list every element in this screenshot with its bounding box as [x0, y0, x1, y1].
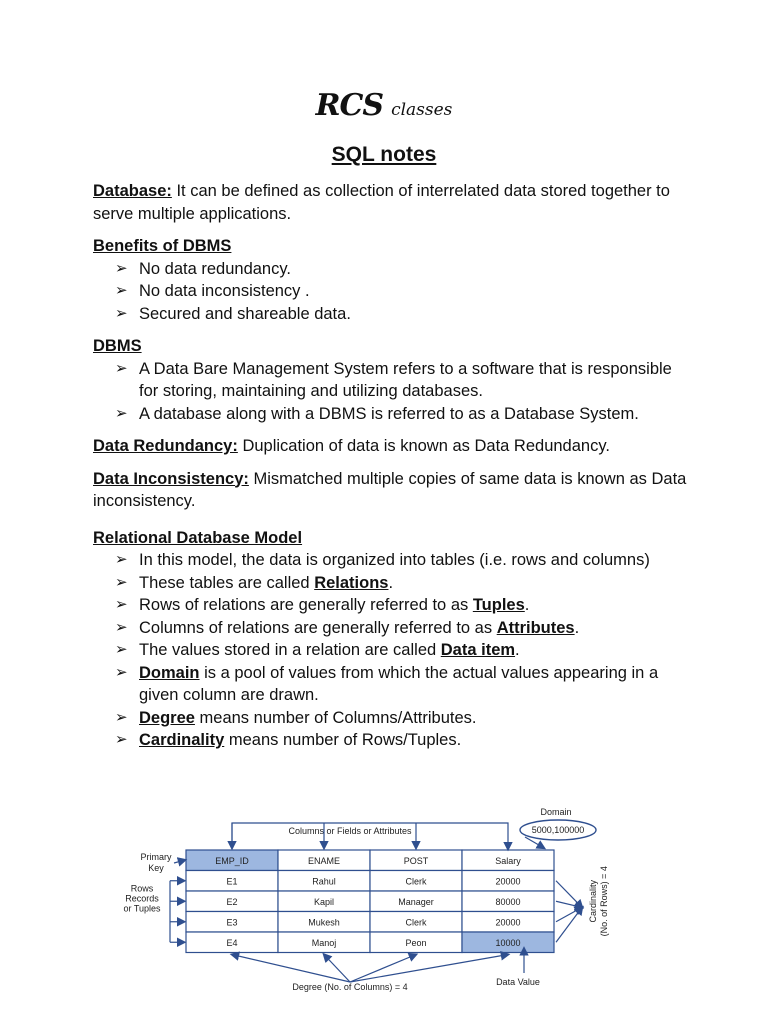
- term-relations: Relations: [314, 573, 389, 592]
- inconsistency-definition: [93, 468, 693, 513]
- notes-body: [93, 180, 693, 762]
- list-item-text: Rows of relations are generally referred to as: [139, 596, 473, 614]
- cardinality-arrow: [556, 907, 582, 942]
- column-header: EMP_ID: [215, 856, 249, 866]
- list-item-text: No data inconsistency .: [139, 282, 310, 300]
- arrow-bullet-icon: ➢: [115, 282, 128, 299]
- cell-value: Mukesh: [308, 917, 340, 928]
- brand-subtitle: classes: [391, 100, 453, 120]
- cell-value: Clerk: [405, 917, 427, 928]
- redundancy-term: Data Redundancy:: [93, 437, 238, 455]
- domain-value: 5000,100000: [531, 825, 585, 835]
- list-item-text: is a pool of values from which the actual values appearing in a given column are drawn.: [139, 663, 659, 704]
- list-item-text: .: [388, 573, 394, 592]
- column-header: ENAME: [307, 856, 341, 866]
- term-cardinality: Cardinality: [139, 731, 225, 749]
- list-item-text: Columns of relations are generally referred to as: [139, 618, 497, 637]
- cardinality-label: Cardinality: [588, 879, 598, 923]
- redundancy-definition: [93, 435, 693, 458]
- list-item: [115, 617, 693, 640]
- columns-label: Columns or Fields or Attributes: [288, 826, 412, 836]
- list-item-text: means number of Columns/Attributes.: [194, 708, 477, 727]
- list-item-text: means number of Rows/Tuples.: [224, 731, 462, 749]
- brand-header: [0, 88, 768, 123]
- cell-value: 20000: [495, 876, 521, 887]
- list-item: [115, 662, 693, 707]
- primary-key-arrow: [174, 860, 185, 863]
- dbms-heading: DBMS: [93, 337, 142, 355]
- inconsistency-text: Mismatched multiple copies of same data is known as Data inconsistency.: [93, 469, 687, 510]
- cardinality-arrow: [556, 907, 582, 921]
- term-degree: Degree: [139, 708, 195, 727]
- cell-value: E2: [226, 897, 238, 907]
- arrow-bullet-icon: ➢: [115, 304, 128, 322]
- list-item: [115, 707, 693, 730]
- cardinality-arrow: [556, 901, 582, 907]
- page-title: SQL notes: [331, 143, 437, 166]
- relational-list: [93, 549, 693, 752]
- arrow-bullet-icon: ➢: [115, 404, 128, 422]
- list-item-text: A Data Bare Management System refers to a software that is responsible for storing, maintaining and utilizing databases.: [139, 359, 672, 400]
- list-item-text: .: [524, 596, 530, 614]
- arrow-bullet-icon: ➢: [115, 573, 128, 591]
- arrow-bullet-icon: ➢: [115, 359, 128, 377]
- rows-label: Rows: [130, 883, 154, 894]
- term-attributes: Attributes: [496, 618, 575, 637]
- primary-key-label: Primary: [140, 852, 172, 862]
- arrow-bullet-icon: ➢: [115, 663, 128, 681]
- term-data-item: Data item: [440, 641, 516, 659]
- list-item: [115, 639, 693, 662]
- cell-value: Manager: [398, 897, 434, 907]
- cell-value: 20000: [495, 917, 521, 928]
- list-item-text: .: [515, 641, 520, 659]
- list-item-text: These tables are called: [139, 573, 315, 592]
- cell-value: Rahul: [312, 876, 336, 887]
- term-tuples: Tuples: [472, 596, 525, 614]
- list-item: [115, 594, 693, 617]
- arrow-bullet-icon: ➢: [115, 618, 128, 636]
- list-item: [115, 729, 693, 752]
- degree-arrow: [350, 955, 508, 983]
- list-item: [115, 358, 693, 403]
- inconsistency-term: Data Inconsistency:: [93, 469, 249, 488]
- list-item: [115, 280, 693, 303]
- cell-value: Manoj: [311, 938, 337, 948]
- arrow-bullet-icon: ➢: [115, 731, 128, 748]
- list-item-text: A database along with a DBMS is referred to as a Database System.: [139, 404, 639, 423]
- cell-value: E4: [226, 938, 238, 948]
- database-definition: [93, 180, 693, 225]
- brand-logo: RCS: [315, 88, 384, 123]
- arrow-bullet-icon: ➢: [115, 596, 128, 613]
- cell-value: 10000: [495, 938, 521, 948]
- rows-label: or Tuples: [123, 903, 161, 914]
- degree-arrow: [324, 955, 350, 983]
- arrow-bullet-icon: ➢: [115, 641, 128, 658]
- degree-arrow: [350, 955, 416, 983]
- redundancy-text: Duplication of data is known as Data Redundancy.: [237, 437, 610, 455]
- cell-value: Kapil: [313, 897, 335, 907]
- arrow-bullet-icon: ➢: [115, 551, 128, 568]
- cell-value: E3: [226, 917, 238, 928]
- cardinality-arrow: [556, 881, 582, 908]
- arrow-bullet-icon: ➢: [115, 708, 128, 726]
- database-term: Database:: [93, 182, 172, 200]
- dbms-list: [93, 358, 693, 426]
- term-domain: Domain: [139, 663, 200, 682]
- column-header: Salary: [495, 856, 521, 866]
- benefits-heading: Benefits of DBMS: [93, 237, 232, 255]
- list-item-text: The values stored in a relation are called: [139, 641, 441, 659]
- list-item-text: .: [574, 618, 580, 637]
- benefits-list: [93, 258, 693, 326]
- list-item: [115, 303, 693, 326]
- list-item: [115, 549, 693, 572]
- column-header: POST: [403, 856, 429, 866]
- arrow-bullet-icon: ➢: [115, 259, 128, 277]
- list-item-text: No data redundancy.: [139, 259, 291, 278]
- list-item-text: In this model, the data is organized into tables (i.e. rows and columns): [139, 551, 650, 569]
- list-item: [115, 258, 693, 281]
- data-value-label: Data Value: [496, 977, 540, 987]
- rows-label: Records: [125, 893, 159, 904]
- cell-value: 80000: [495, 897, 521, 907]
- list-item: [115, 403, 693, 426]
- relational-heading: Relational Database Model: [93, 528, 303, 547]
- list-item: [115, 572, 693, 595]
- relation-diagram: [120, 803, 620, 1003]
- primary-key-label: Key: [148, 863, 164, 873]
- cell-value: Peon: [405, 938, 427, 948]
- list-item-text: Secured and shareable data.: [139, 304, 351, 323]
- database-text: It can be defined as collection of interrelated data stored together to serve multiple applications.: [93, 182, 670, 223]
- degree-label: Degree (No. of Columns) = 4: [292, 982, 408, 992]
- cell-value: Clerk: [405, 876, 427, 887]
- cell-value: E1: [226, 876, 238, 887]
- degree-arrow: [232, 955, 350, 983]
- domain-label: Domain: [540, 807, 572, 817]
- cardinality-label: (No. of Rows) = 4: [599, 866, 609, 937]
